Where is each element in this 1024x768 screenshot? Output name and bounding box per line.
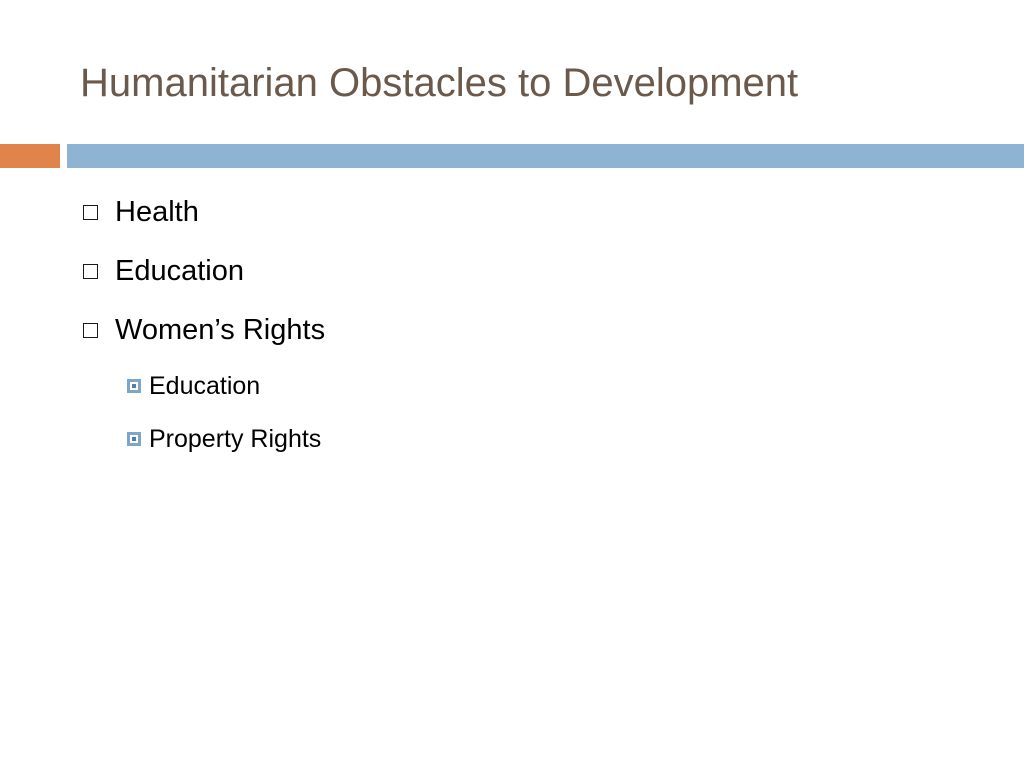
hollow-square-icon: [83, 205, 98, 220]
sub-bullet-text: Property Rights: [149, 424, 322, 453]
bullet-item: [83, 310, 325, 350]
bullet-text: Women’s Rights: [115, 313, 326, 346]
hollow-square-icon: [83, 323, 98, 338]
bullet-item: [83, 192, 199, 232]
hollow-square-icon: [83, 264, 98, 279]
slide-title: Humanitarian Obstacles to Development: [80, 61, 799, 105]
sub-bullet-text: Education: [149, 371, 261, 400]
filled-square-bullet-icon: [127, 432, 141, 446]
filled-square-bullet-icon: [127, 379, 141, 393]
bullet-text: Education: [115, 254, 244, 287]
sub-bullet-item: [127, 421, 321, 457]
bullet-item: [83, 251, 244, 291]
bullet-text: Health: [115, 195, 199, 228]
sub-bullet-item: [127, 368, 260, 404]
